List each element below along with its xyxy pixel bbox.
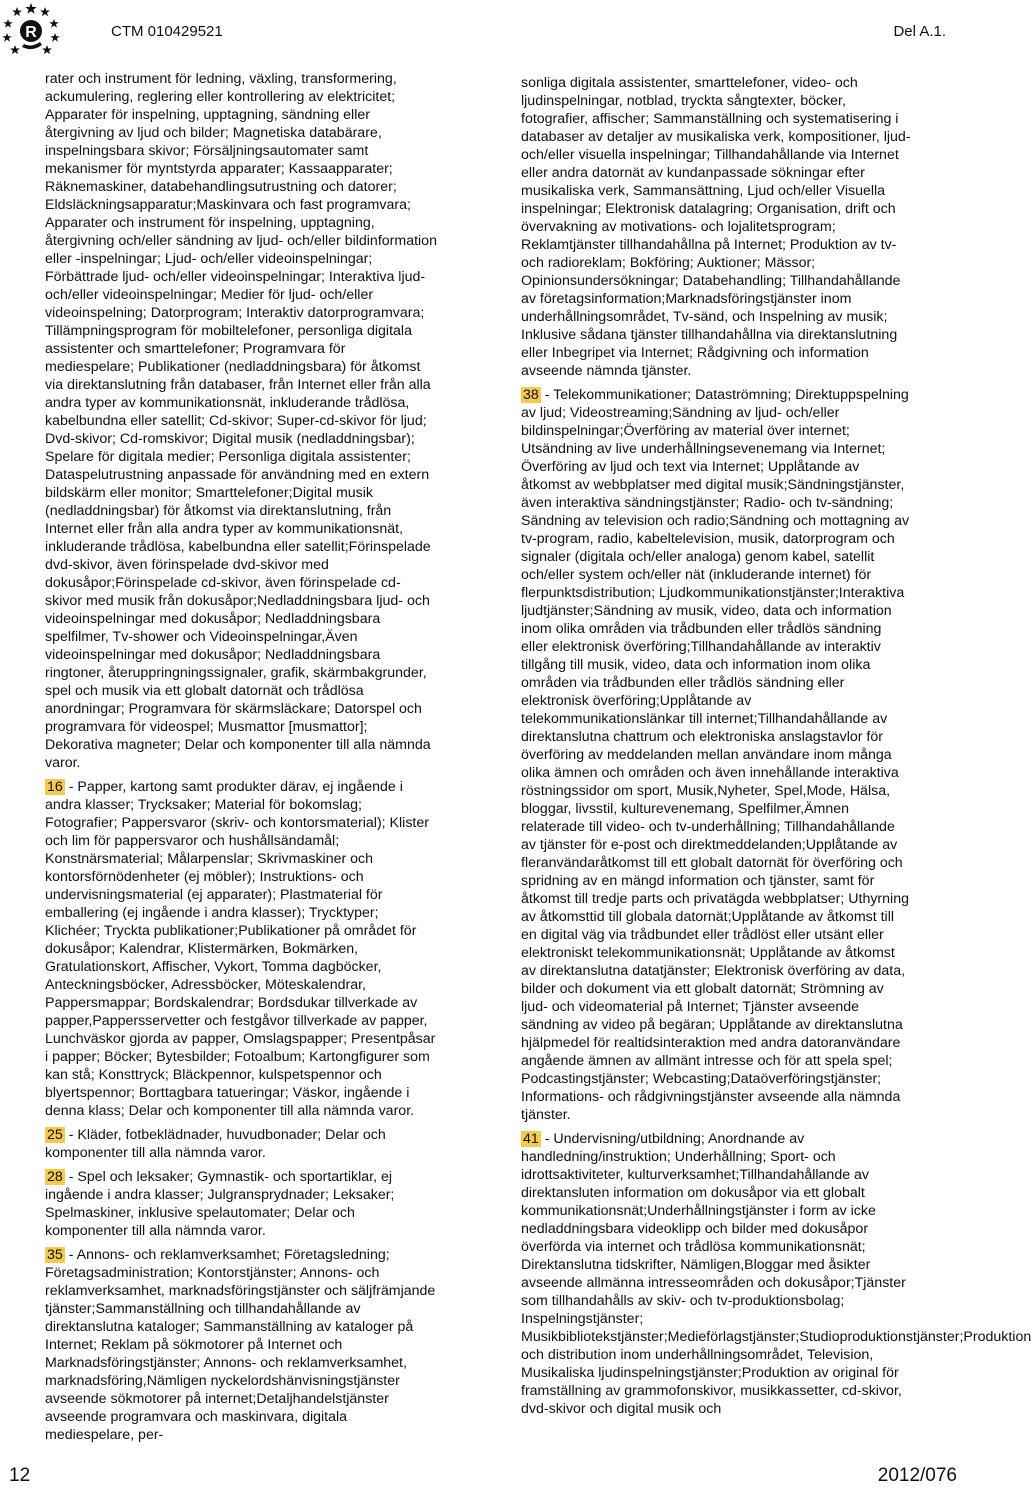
left-column-continuation: rater och instrument för ledning, växling, transformering, ackumulering, reglering eller kontrollering av elektricitet; Apparater för inspelning, upptagning, sändning eller återgivning av ljud och bilder; Magnetiska databärare, inspelningsbara skivor; Försäljningsautomater samt mekanismer för myntstyrda apparater; Kassaapparater; Räknemaskiner, databehandlingsutrustning och datorer; Eldsläckningsapparatur;Maskinvara och fast programvara; Apparater och instrument för inspelning, upptagning, återgivning och/eller sändning av ljud- och/eller bildinformation eller -inspelningar; Ljud- och/eller videoinspelningar; Förbättrade ljud- och/eller videoinspelningar; Interaktiva ljud- och/eller videoinspelningar; Medier för ljud- och/eller videoinspelning; Datorprogram; Interaktiv datorprogramvara; Tillämpningsprogram för mobiltelefoner, personliga digitala assistenter och smarttelefoner; Programvara för mediespelare; Publikationer (nedladdningsbara) för åtkomst via direktanslutning från databaser, från Internet eller från alla andra typer av kommunikationsnät, inkluderande trådlösa, kabelbundna eller satellit; Cd-skivor; Super-cd-skivor för ljud; Dvd-skivor; Cd-romskivor; Digital musik (nedladdningsbar); Spelare för digitala medier; Personliga digitala assistenter; Dataspelutrustning anpassade för användning med en extern bildskärm eller monitor; Smarttelefoner;Digital musik (nedladdningsbar) för åtkomst via direktanslutning, från Internet eller från alla andra typer av kommunikationsnät, inkluderande trådlösa, kabelbundna eller satellit;Förinspelade dvd-skivor, även förinspelade dvd-skivor med dokusåpor;Förinspelade cd-skivor, även förinspelade cd-skivor med musik från dokusåpor;Nedladdningsbara ljud- och videoinspelningar med dokusåpor; Nedladdningsbara spelfilmer, Tv-shower och Videoinspelningar,Även videoinspelningar med dokusåpor; Nedladdningsbara ringtoner, återuppringningssignaler, grafik, skärmbakgrunder, spel och musik via ett globalt datornät och trådlösa anordningar; Programvara för skärmsläckare; Datorspel och programvara för videospel; Musmattor [musmattor]; Dekorativa magneter; Delar och komponenter till alla nämnda varor.	[45, 71, 437, 771]
class-number: 41	[523, 1131, 539, 1147]
class-number: 25	[47, 1127, 63, 1143]
class-entry-16	[45, 778, 437, 1120]
document-part: Del A.1.	[893, 23, 946, 40]
class-entry-25	[45, 1126, 437, 1162]
right-column-continuation: sonliga digitala assistenter, smarttelefoner, video- och ljudinspelningar, notblad, tryckta sångtexter, böcker, fotografier, affischer; Sammanställning och systematisering i databaser av detaljer av musikaliska verk, kompositioner, ljud- och/eller visuella inspelningar; Tillhandahållande via Internet eller andra datornät av kundanpassade sökningar efter musikaliska verk, Sammansättning, Ljud och/eller Visuella inspelningar; Elektronisk datalagring; Organisation, drift och övervakning av motivations- och lojalitetsprogram; Reklamtjänster tillhandahållna på Internet; Produktion av tv- och radioreklam; Bokföring; Auktioner; Mässor; Opinionsundersökningar; Databehandling; Tillhandahållande av företagsinformation;Marknadsföringstjänster inom underhållningsområdet, Tv-sänd, och Inspelning av musik; Inklusive sådana tjänster tillhandahållna via direktanslutning eller Inbegripet via Internet; Rådgivning och information avseende nämnda tjänster.	[521, 75, 911, 379]
class-entry-38	[521, 386, 911, 1124]
class-description: - Annons- och reklamverksamhet; Företagsledning; Företagsadministration; Kontorstjänster; Annons- och reklamverksamhet, marknadsföringstjänster och säljfrämjande tjänster;Sammanställning och tillhandahållande av direktanslutna kataloger; Sammanställning av kataloger på Internet; Reklam på sökmotorer på Internet och Marknadsföringstjänster; Annons- och reklamverksamhet, marknadsföring,Nämligen nyckelordshänvisningstjänster avseende sökmotorer på internet;Detaljhandelstjänster avseende programvara och maskinvara, digitala mediespelare, per-	[45, 1247, 436, 1443]
page-header	[0, 0, 960, 60]
page-number: 12	[9, 1465, 31, 1486]
class-description: - Spel och leksaker; Gymnastik- och sportartiklar, ej ingående i andra klasser; Julgransprydnader; Leksaker; Spelmaskiner, inklusive spelautomater; Delar och komponenter till alla nämnda varor.	[45, 1169, 395, 1239]
class-entry-35	[45, 1246, 437, 1444]
class-description: - Telekommunikationer; Dataströmning; Direktuppspelning av ljud; Videostreaming;Sändning av ljud- och/eller bildinspelningar;Överföring av material över internet; Utsändning av live underhållningsevenemang via Internet; Överföring av ljud och text via Internet; Upplåtande av åtkomst av webbplatser med digital musik;Sändningstjänster, även interaktiva sändningstjänster; Radio- och tv-sändning; Sändning av television och radio;Sändning och mottagning av tv-program, radio, kabeltelevision, musik, datorprogram och signaler (digitala och/eller analoga) genom kabel, satellit och/eller system och/eller nät (inkluderande internet) för flerpunktsdistribution; Ljudkommunikationstjänster;Interaktiva ljudtjänster;Sändning av musik, video, data och information inom olika områden via trådbunden eller trådlös sändning eller elektronisk överföring;Tillhandahållande av interaktiv tillgång till musik, video, data och information inom olika områden via trådbunden eller trådlös sändning eller elektronisk överföring;Upplåtande av telekommunikationslänkar till internet;Tillhandahållande av direktanslutna chattrum och elektroniska anslagstavlor för överföring av meddelanden mellan användare inom många olika ämnen och områden och även innehållande interaktiva röstningssidor om sport, Musik,Nyheter, Spel,Mode, Hälsa, bloggar, livsstil, kulturevenemang, Spelfilmer,Ämnen relaterade till video- och tv-underhållning; Tillhandahållande av tjänster för e-post och direktmeddelanden;Upplåtande av fleranvändaråtkomst till ett globalt datornät för överföring och spridning av en mängd information och tjänster, samt för åtkomst till tredje parts och privatägda webbplatser; Uthyrning av åtkomsttid till globala datornät;Upplåtande av åtkomst till en digital väg via trådbundet eller trådlöst eller utsänt eller elektroniskt telekommunikationsnät; Upplåtande av åtkomst av direktanslutna datatjänster; Elektronisk överföring av data, bilder och dokument via ett globalt datornät; Strömning av ljud- och videomaterial på Internet; Tjänster avseende sändning av video på begäran; Upplåtande av direktanslutna hjälpmedel för realtidsinteraktion med andra datoranvändare angående ämnen av allmänt intresse och för att spela spel; Podcastingstjänster; Webcasting;Dataöverföringstjänster; Informations- och rådgivningstjänster avseende alla nämnda tjänster.	[521, 387, 910, 1123]
class-number: 38	[523, 387, 539, 403]
svg-text:R: R	[25, 24, 37, 41]
right-column	[521, 74, 1031, 1424]
ohim-logo-icon	[2, 2, 60, 60]
class-number: 35	[47, 1247, 63, 1263]
class-description: - Undervisning/utbildning; Anordnande av handledning/instruktion; Underhållning; Sport- och idrottsaktiviteter, kulturverksamhet;Tillhandahållande av direktansluten information om dokusåpor via ett globalt kommunikationsnät;Underhållningstjänster i form av icke nedladdningsbara videoklipp och bilder med dokusåpor överförda via internet och trådlösa kommunikationsnät; Direktanslutna tidskrifter, Nämligen,Bloggar med åsikter avseende allmänna intresseområden och dokusåpor;Tjänster som tillhandahålls av skiv- och tv-produktionsbolag; Inspelningstjänster; Musikbibliotekstjänster;Medieförlagstjänster;Studioproduktionstjänster;Produktion och distribution inom underhållningsområdet, Television, Musikaliska ljudinspelningstjänster;Produktion av original för framställning av grammofonskivor, musikkassetter, cd-skivor, dvd-skivor och digital musik och	[521, 1131, 1031, 1417]
bulletin-issue: 2012/076	[877, 1465, 957, 1486]
class-description: - Papper, kartong samt produkter därav, ej ingående i andra klasser; Trycksaker; Material för bokomslag; Fotografier; Pappersvaror (skriv- och kontorsmaterial); Klister och lim för pappersvaror och hushållsändamål; Konstnärsmaterial; Målarpenslar; Skrivmaskiner och kontorsförnödenheter (ej möbler); Instruktions- och undervisningsmaterial (ej apparater); Plastmaterial för emballering (ej ingående i andra klasser); Trycktyper; Klichéer; Tryckta publikationer;Publikationer på området för dokusåpor; Kalendrar, Klistermärken, Bokmärken, Gratulationskort, Affischer, Vykort, Tomma dagböcker, Anteckningsböcker, Adressböcker, Möteskalendrar, Pappersmappar; Bordskalendrar; Bordsdukar tillverkade av papper,Pappersservetter och festgåvor tillverkade av papper, Lunchväskor gjorda av papper, Omslagspapper; Presentpåsar i papper; Böcker; Bytesbilder; Fotoalbum; Kartongfigurer som kan stå; Konsttryck; Bläckpennor, kulspetspennor och blyertspennor; Borttagbara tatueringar; Väskor, ingående i denna klass; Delar och komponenter till alla nämnda varor.	[45, 779, 436, 1119]
class-entry-41	[521, 1130, 1031, 1418]
class-description: - Kläder, fotbeklädnader, huvudbonader; Delar och komponenter till alla nämnda varor.	[45, 1127, 386, 1161]
class-number: 16	[47, 779, 63, 795]
class-entry-28	[45, 1168, 437, 1240]
left-column	[45, 70, 437, 1450]
class-number: 28	[47, 1169, 63, 1185]
document-id: CTM 010429521	[111, 23, 223, 40]
